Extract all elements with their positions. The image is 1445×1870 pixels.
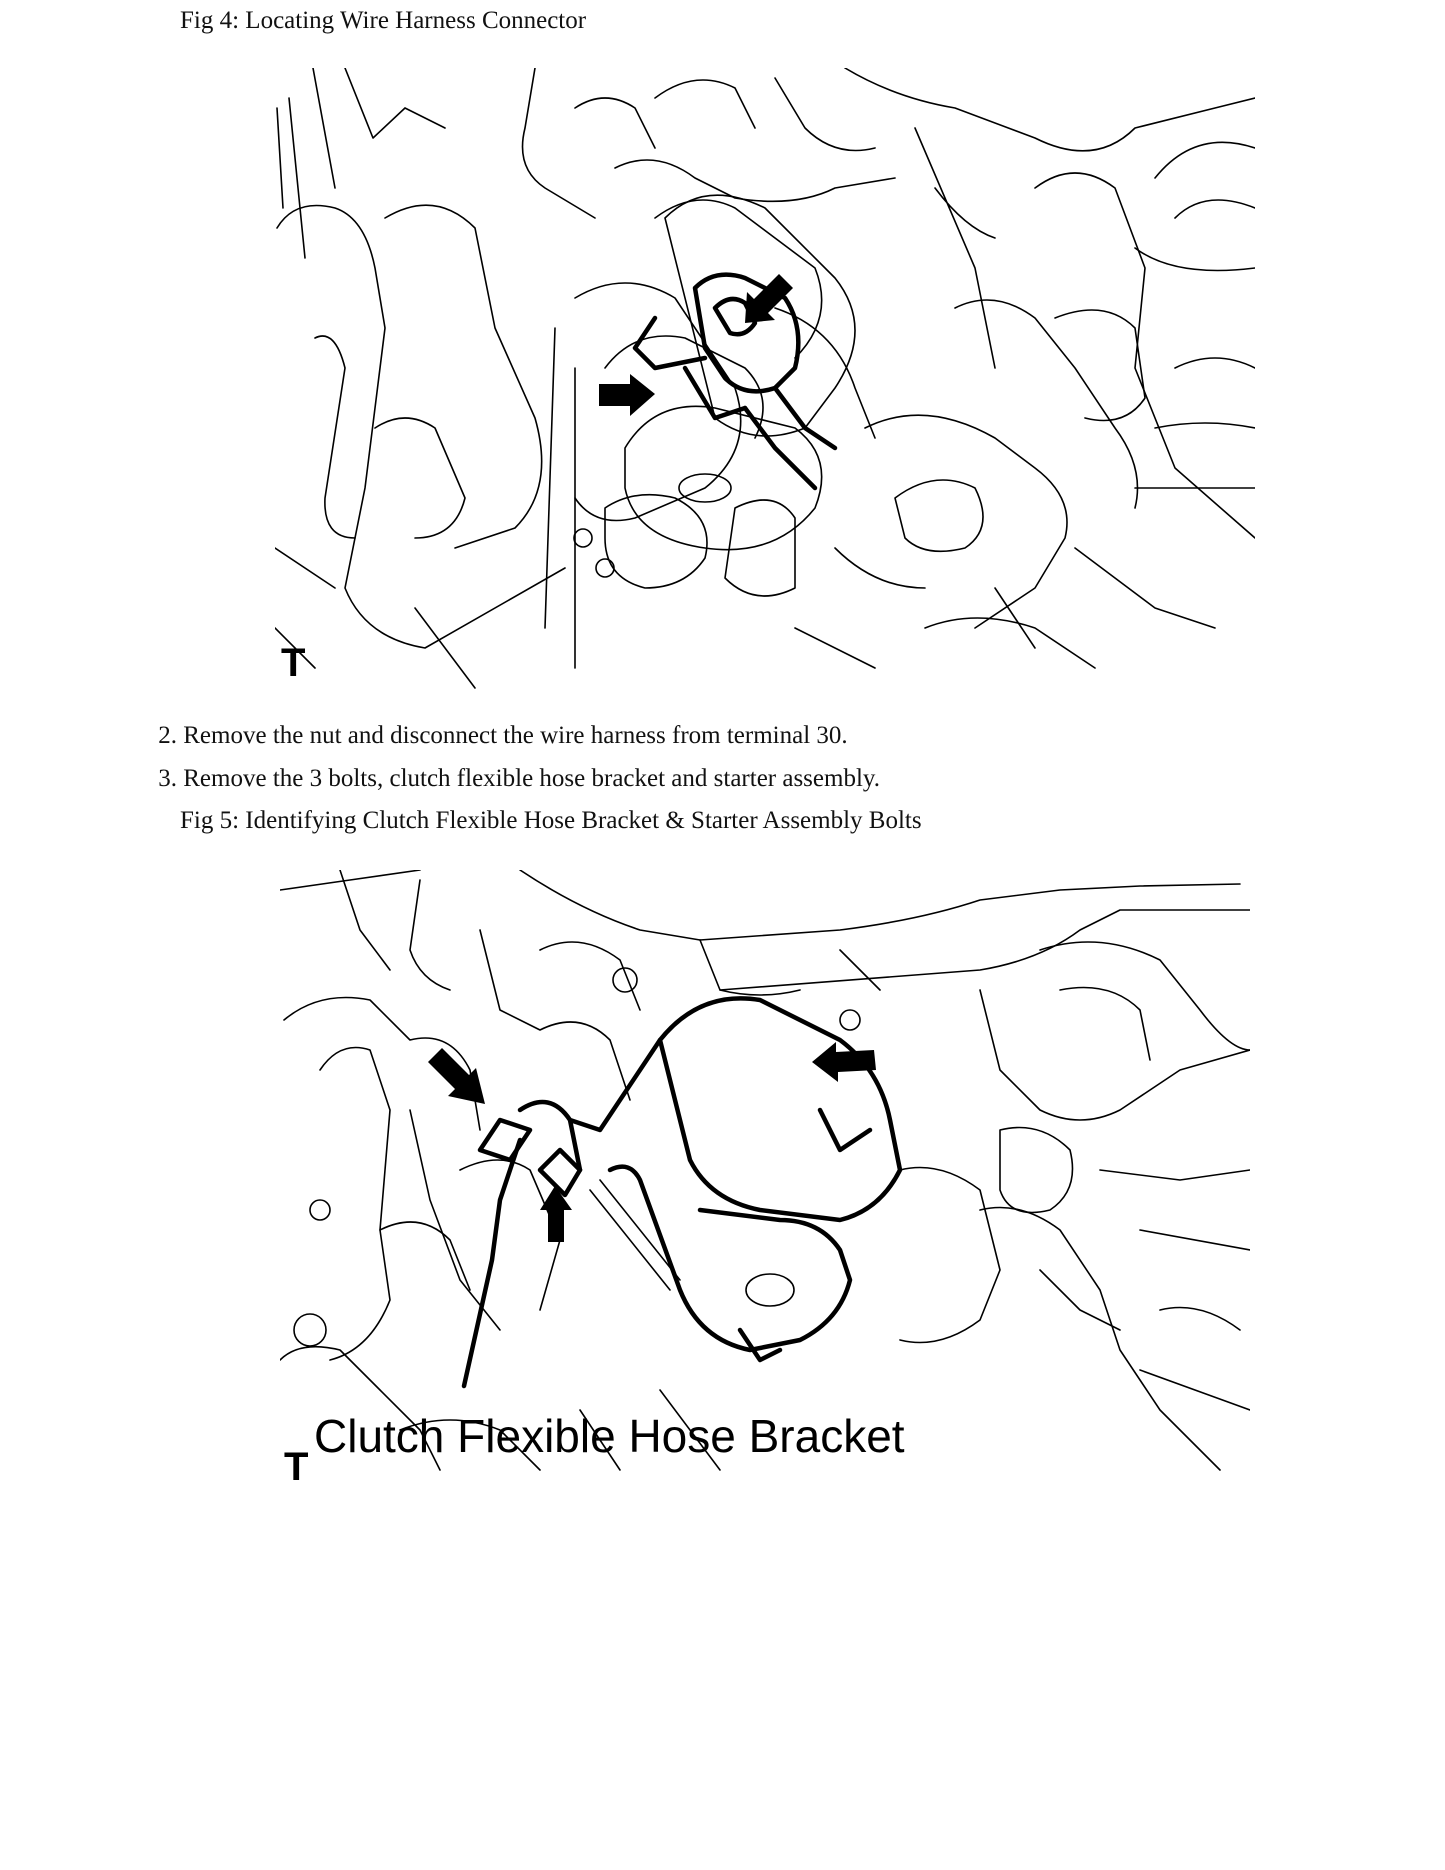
- step-3: [150, 764, 880, 794]
- step-2-number: 2.: [158, 722, 177, 749]
- fig4-caption: Fig 4: Locating Wire Harness Connector: [180, 7, 587, 34]
- fig4-engine-lines: [275, 68, 1255, 688]
- fig5-callout-label: Clutch Flexible Hose Bracket: [314, 1410, 905, 1462]
- fig4-arrow-right: [599, 374, 655, 416]
- fig5-engine-lines: [280, 870, 1250, 1470]
- step-3-text: Remove the 3 bolts, clutch flexible hose bracket and starter assembly.: [183, 765, 881, 792]
- fig5-caption: Fig 5: Identifying Clutch Flexible Hose Bracket & Starter Assembly Bolts: [180, 807, 922, 834]
- step-2: [150, 721, 848, 751]
- fig4-illustration: [275, 68, 1255, 690]
- fig5-arrow-upper-left: [428, 1048, 485, 1104]
- fig5-corner-mark: T: [284, 1445, 309, 1489]
- fig5-arrow-left: [812, 1042, 876, 1082]
- fig5-bracket-leader-line: [464, 1140, 520, 1386]
- step-2-text: Remove the nut and disconnect the wire harness from terminal 30.: [183, 722, 848, 749]
- fig5-illustration: [280, 870, 1250, 1492]
- step-3-number: 3.: [158, 765, 177, 792]
- fig4-corner-mark: T: [281, 641, 306, 685]
